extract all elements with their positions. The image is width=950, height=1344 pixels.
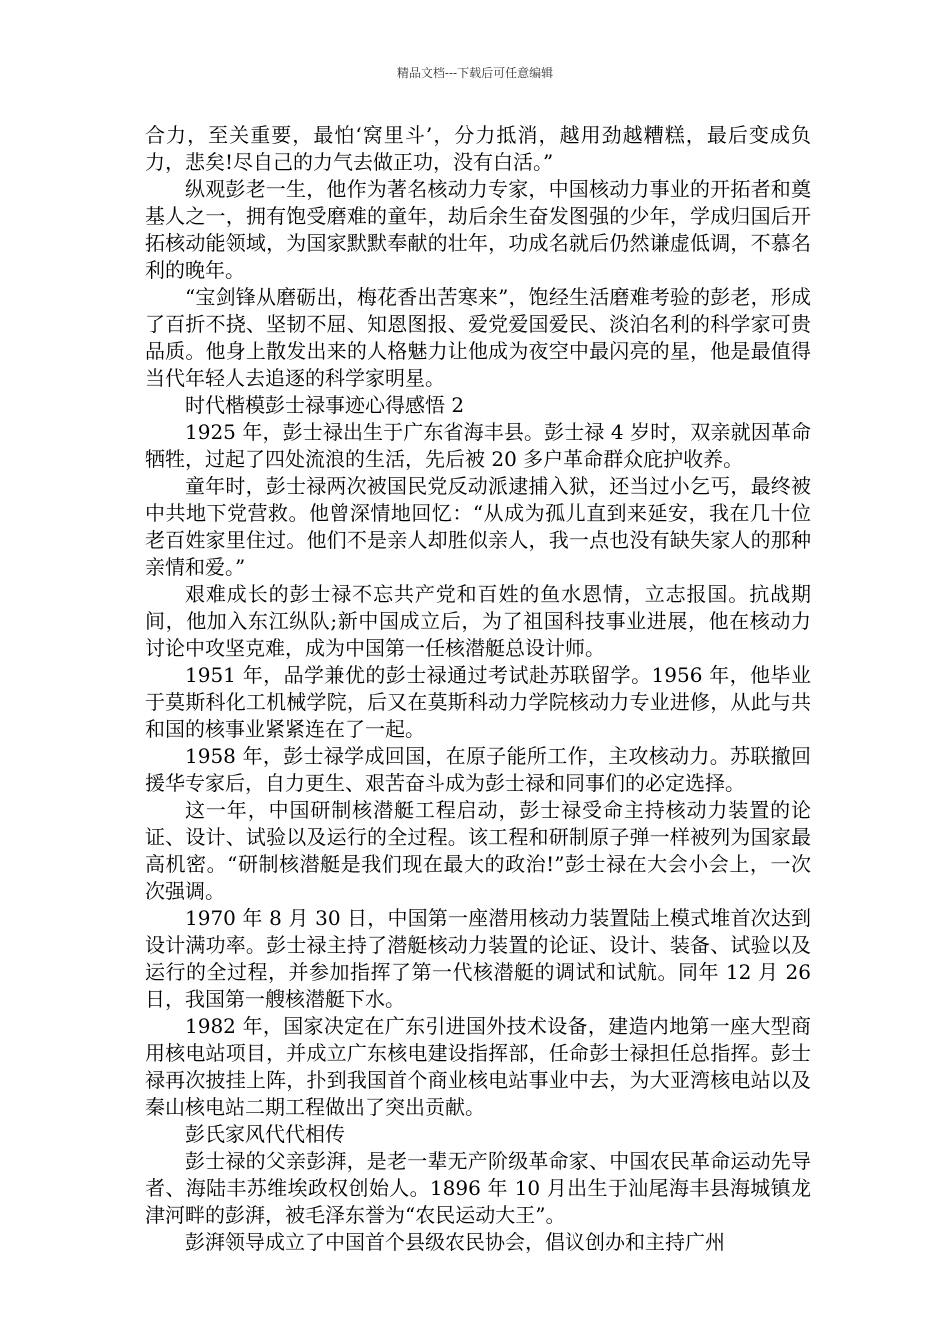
- page-header: 精品文档---下载后可任意编辑: [396, 66, 554, 80]
- section-heading: 彭氏家风代代相传: [185, 1122, 345, 1146]
- paragraph: 彭湃领导成立了中国首个县级农民协会，倡议创办和主持广州: [185, 1230, 725, 1254]
- paragraph: 合力，至关重要，最怕‘窝里斗’，分力抵消，越用劲越糟糕，最后变成负力，悲矣!尽自己的力气去做正功，没有白活。”: [145, 123, 811, 174]
- paragraph: 1925 年，彭士禄出生于广东省海丰县。彭士禄 4 岁时，双亲就因革命牺牲，过起了四处流浪的生活，先后被 20 多户革命群众庇护收养。: [145, 420, 811, 471]
- paragraph: 彭士禄的父亲彭湃，是老一辈无产阶级革命家、中国农民革命运动先导者、海陆丰苏维埃政权创始人。1896 年 10 月出生于汕尾海丰县海城镇龙津河畔的彭湃，被毛泽东誉为“农民运动大王”。: [145, 1149, 811, 1227]
- paragraph: 1951 年，品学兼优的彭士禄通过考试赴苏联留学。1956 年，他毕业于莫斯科化工机械学院，后又在莫斯科动力学院核动力专业进修，从此与共和国的核事业紧紧连在了一起。: [145, 663, 811, 741]
- paragraph: 童年时，彭士禄两次被国民党反动派逮捕入狱，还当过小乞丐，最终被中共地下党营救。他曾深情地回忆：“从成为孤儿直到来延安，我在几十位老百姓家里住过。他们不是亲人却胜似亲人，我一点也没有缺失家人的那种亲情和爱。”: [145, 474, 811, 579]
- paragraph: 这一年，中国研制核潜艇工程启动，彭士禄受命主持核动力装置的论证、设计、试验以及运行的全过程。该工程和研制原子弹一样被列为国家最高机密。“研制核潜艇是我们现在最大的政治!”彭士禄在大会小会上，一次次强调。: [145, 798, 811, 903]
- section-heading: 时代楷模彭士禄事迹心得感悟 2: [185, 393, 465, 417]
- paragraph: 艰难成长的彭士禄不忘共产党和百姓的鱼水恩情，立志报国。抗战期间，他加入东江纵队;新中国成立后，为了祖国科技事业进展，他在核动力讨论中攻坚克难，成为中国第一任核潜艇总设计师。: [145, 582, 811, 660]
- document-body: [145, 122, 811, 1256]
- paragraph: 1982 年，国家决定在广东引进国外技术设备，建造内地第一座大型商用核电站项目，并成立广东核电建设指挥部，任命彭士禄担任总指挥。彭士禄再次披挂上阵，扑到我国首个商业核电站事业中去，为大亚湾核电站以及秦山核电站二期工程做出了突出贡献。: [145, 1014, 811, 1119]
- paragraph: 1958 年，彭士禄学成回国，在原子能所工作，主攻核动力。苏联撤回援华专家后，自力更生、艰苦奋斗成为彭士禄和同事们的必定选择。: [145, 744, 811, 795]
- paragraph: 1970 年 8 月 30 日，中国第一座潜用核动力装置陆上模式堆首次达到设计满功率。彭士禄主持了潜艇核动力装置的论证、设计、装备、试验以及运行的全过程，并参加指挥了第一代核潜艇的调试和试航。同年 12 月 26 日，我国第一艘核潜艇下水。: [145, 906, 811, 1011]
- paragraph: “宝剑锋从磨砺出，梅花香出苦寒来”，饱经生活磨难考验的彭老，形成了百折不挠、坚韧不屈、知恩图报、爱党爱国爱民、淡泊名利的科学家可贵品质。他身上散发出来的人格魅力让他成为夜空中最闪亮的星，他是最值得当代年轻人去追逐的科学家明星。: [145, 285, 811, 390]
- paragraph: 纵观彭老一生，他作为著名核动力专家，中国核动力事业的开拓者和奠基人之一，拥有饱受磨难的童年，劫后余生奋发图强的少年，学成归国后开拓核动能领域，为国家默默奉献的壮年，功成名就后仍然谦虚低调，不慕名利的晚年。: [145, 177, 811, 282]
